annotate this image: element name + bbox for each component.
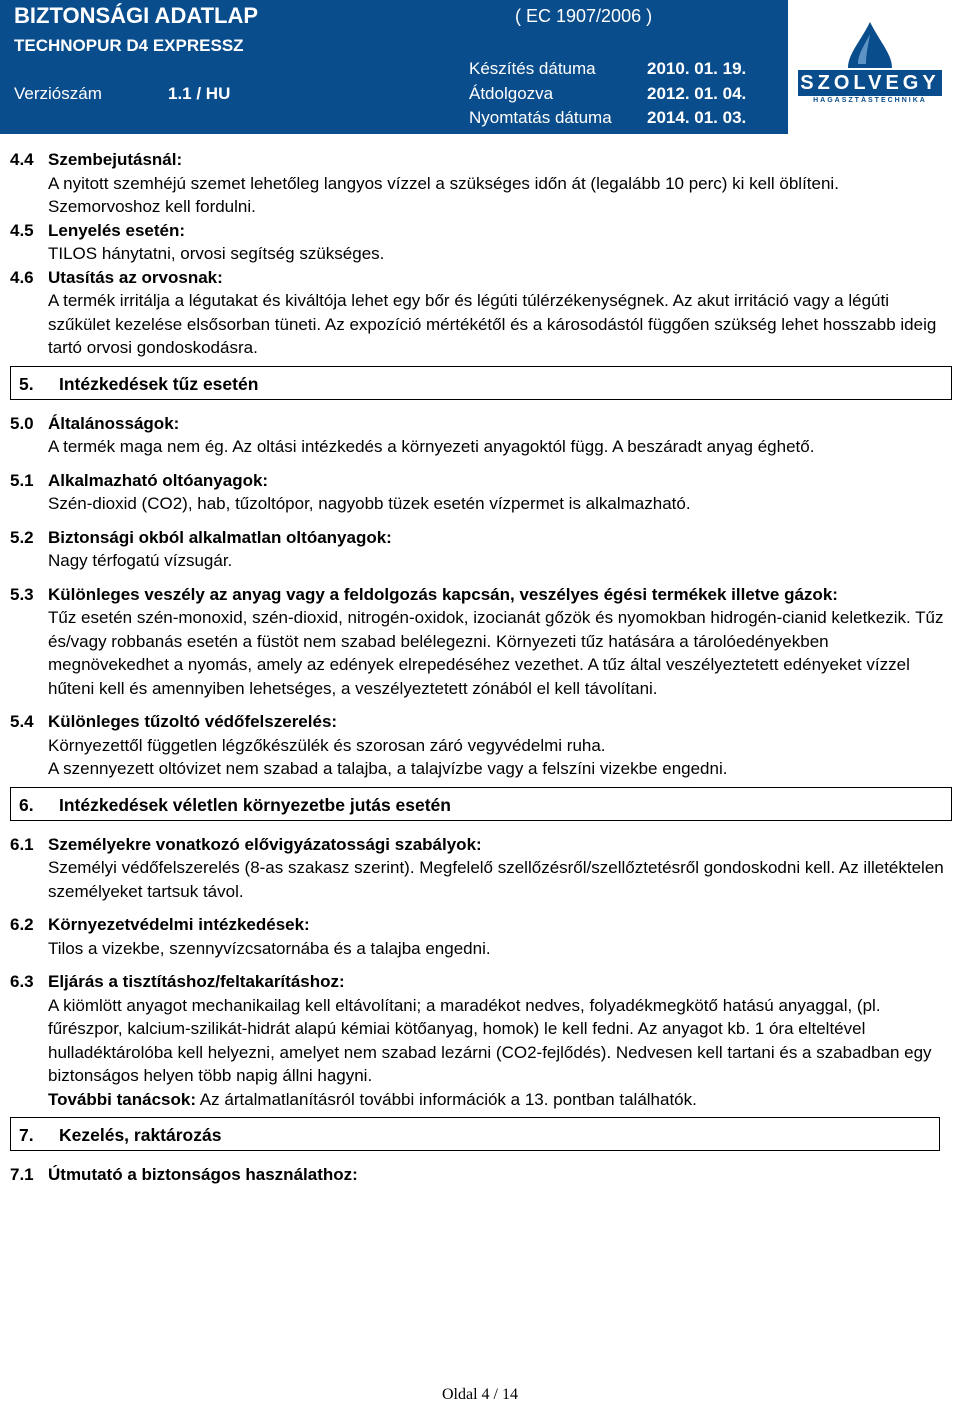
section-5-1-text: Szén-dioxid (CO2), hab, tűzoltópor, nagyobb tüzek esetén vízpermet is alkalmazható. [48,494,691,513]
section-5-0-text: A termék maga nem ég. Az oltási intézkedés a környezeti anyagoktól függ. A beszáradt anyag éghető. [48,437,815,456]
section-4-6-text: A termék irritálja a légutakat és kiváltója lehet egy bőr és légúti túlérzékenységnek. Az akut irritáció vagy a légúti szűkület kezelése elsősorban tüneti. Az expozíció mértékétől és a károsodástól függően szükség lehet hosszabb ideig tartó orvosi gondoskodásra. [48,291,937,357]
section-5-2-text: Nagy térfogatú vízsugár. [48,551,233,570]
section-4-5-heading: 4.5 Lenyelés esetén: [10,220,186,240]
section-5-0-heading: 5.0 Általánosságok: [10,413,180,433]
section-6-3-heading: 6.3 Eljárás a tisztításhoz/feltakarításhoz: [10,972,345,991]
product-name: TECHNOPUR D4 EXPRESSZ [14,36,244,55]
section-5-1-heading: 5.1 Alkalmazható oltóanyagok: [10,470,269,490]
printed-value: 2014. 01. 03. [647,108,747,127]
section-6-2-text: Tilos a vizekbe, szennyvízcsatornába és a talajba engedni. [48,938,491,958]
section-4-4-heading: 4.4 Szembejutásnál: [10,150,183,169]
version-value: 1.1 / HU [168,84,231,103]
section-5-3-text: Tűz esetén szén-monoxid, szén-dioxid, nitrogén-oxidok, izocianát gőzök és nyomokban hidrogén-cianid keletkezik. Tűz és/vagy robbanás esetén a füstöt nem szabad belélegezni. Környezeti tűz hatására a tárolóedényekben megnövekedhet a nyomás, amely az edények elrepedéséhez vezethet. A tűz által veszélyeztetett edényeket vízzel hűteni kell és amennyiben lehetséges, a veszélyeztetett zónából el kell távolítani. [48,608,944,698]
section-6-3-text: A kiömlött anyagot mechanikailag kell eltávolítani; a maradékot nedves, folyadékmegkötő hatású anyaggal, (pl. fűrészpor, kalcium-szilikát-hidrát alapú kémiai kötőanyag, homok) le kell fedni. Az anyagot kb. 1 óra elteltével hulladéktárolóba kell helyezni, amelyet nem szabad lezárni (CO2-fejlődés). Nedvesen kell tartani és a szabadban egy biztonságos helyen több napig állni hagyni. [48,995,932,1085]
page-number: Oldal 4 / 14 [442,1386,518,1403]
version-label: Verziószám [14,84,102,103]
section-5-heading-box: 5. Intézkedések tűz esetén [10,366,952,400]
revised-value: 2012. 01. 04. [647,84,747,103]
section-6-2-heading: 6.2 Környezetvédelmi intézkedések: [10,915,310,934]
regulation-reference: ( EC 1907/2006 ) [515,6,653,26]
section-5-3-heading: 5.3 Különleges veszély az anyag vagy a feldolgozás kapcsán, veszélyes égési termékek illetve gázok: [10,584,838,604]
section-6-1-text: Személyi védőfelszerelés (8-as szakasz szerint). Megfelelő szellőzésről/szellőztetésről gondoskodni kell. Az illetéktelen személyeket tartsuk távol. [48,858,944,901]
section-7-1-heading: 7.1 Útmutató a biztonságos használathoz: [10,1165,358,1184]
created-label: Készítés dátuma [469,59,596,78]
document-body [10,148,952,1187]
section-5-4-heading: 5.4 Különleges tűzoltó védőfelszerelés: [10,712,338,731]
printed-label: Nyomtatás dátuma [469,108,612,127]
section-6-heading-box: 6. Intézkedések véletlen környezetbe jutás esetén [10,787,952,821]
created-value: 2010. 01. 19. [647,59,747,78]
section-4-5-text: TILOS hánytatni, orvosi segítség szükséges. [48,244,385,263]
document-header [0,0,960,140]
section-6-1-heading: 6.1 Személyekre vonatkozó elővigyázatossági szabályok: [10,834,482,854]
section-6-3-extra: További tanácsok: Az ártalmatlanításról további információk a 13. pontban találhatók. [48,1089,697,1109]
revised-label: Átdolgozva [469,84,554,103]
section-5-4-text-1: Környezettől független légzőkészülék és szorosan záró vegyvédelmi ruha. [48,735,606,755]
logo-wordmark: SZOLVEGY [798,70,942,96]
section-4-4-text: A nyitott szemhéjú szemet lehetőleg langyos vízzel a szükséges időn át (legalább 10 perc) ki kell öblíteni. Szemorvoshoz kell fordulni. [48,173,839,216]
section-4-6-heading: 4.6 Utasítás az orvosnak: [10,267,223,287]
company-logo [790,20,950,130]
section-5-4-text-2: A szennyezett oltóvizet nem szabad a talajba, a talajvízbe vagy a felszíni vizekbe engedni. [48,759,728,778]
logo-subtitle: HAGASZTÁSTECHNIKA [813,97,927,104]
section-7-heading-box: 7. Kezelés, raktározás [10,1117,940,1151]
document-title: BIZTONSÁGI ADATLAP [14,3,259,28]
section-5-2-heading: 5.2 Biztonsági okból alkalmatlan oltóanyagok: [10,527,392,547]
